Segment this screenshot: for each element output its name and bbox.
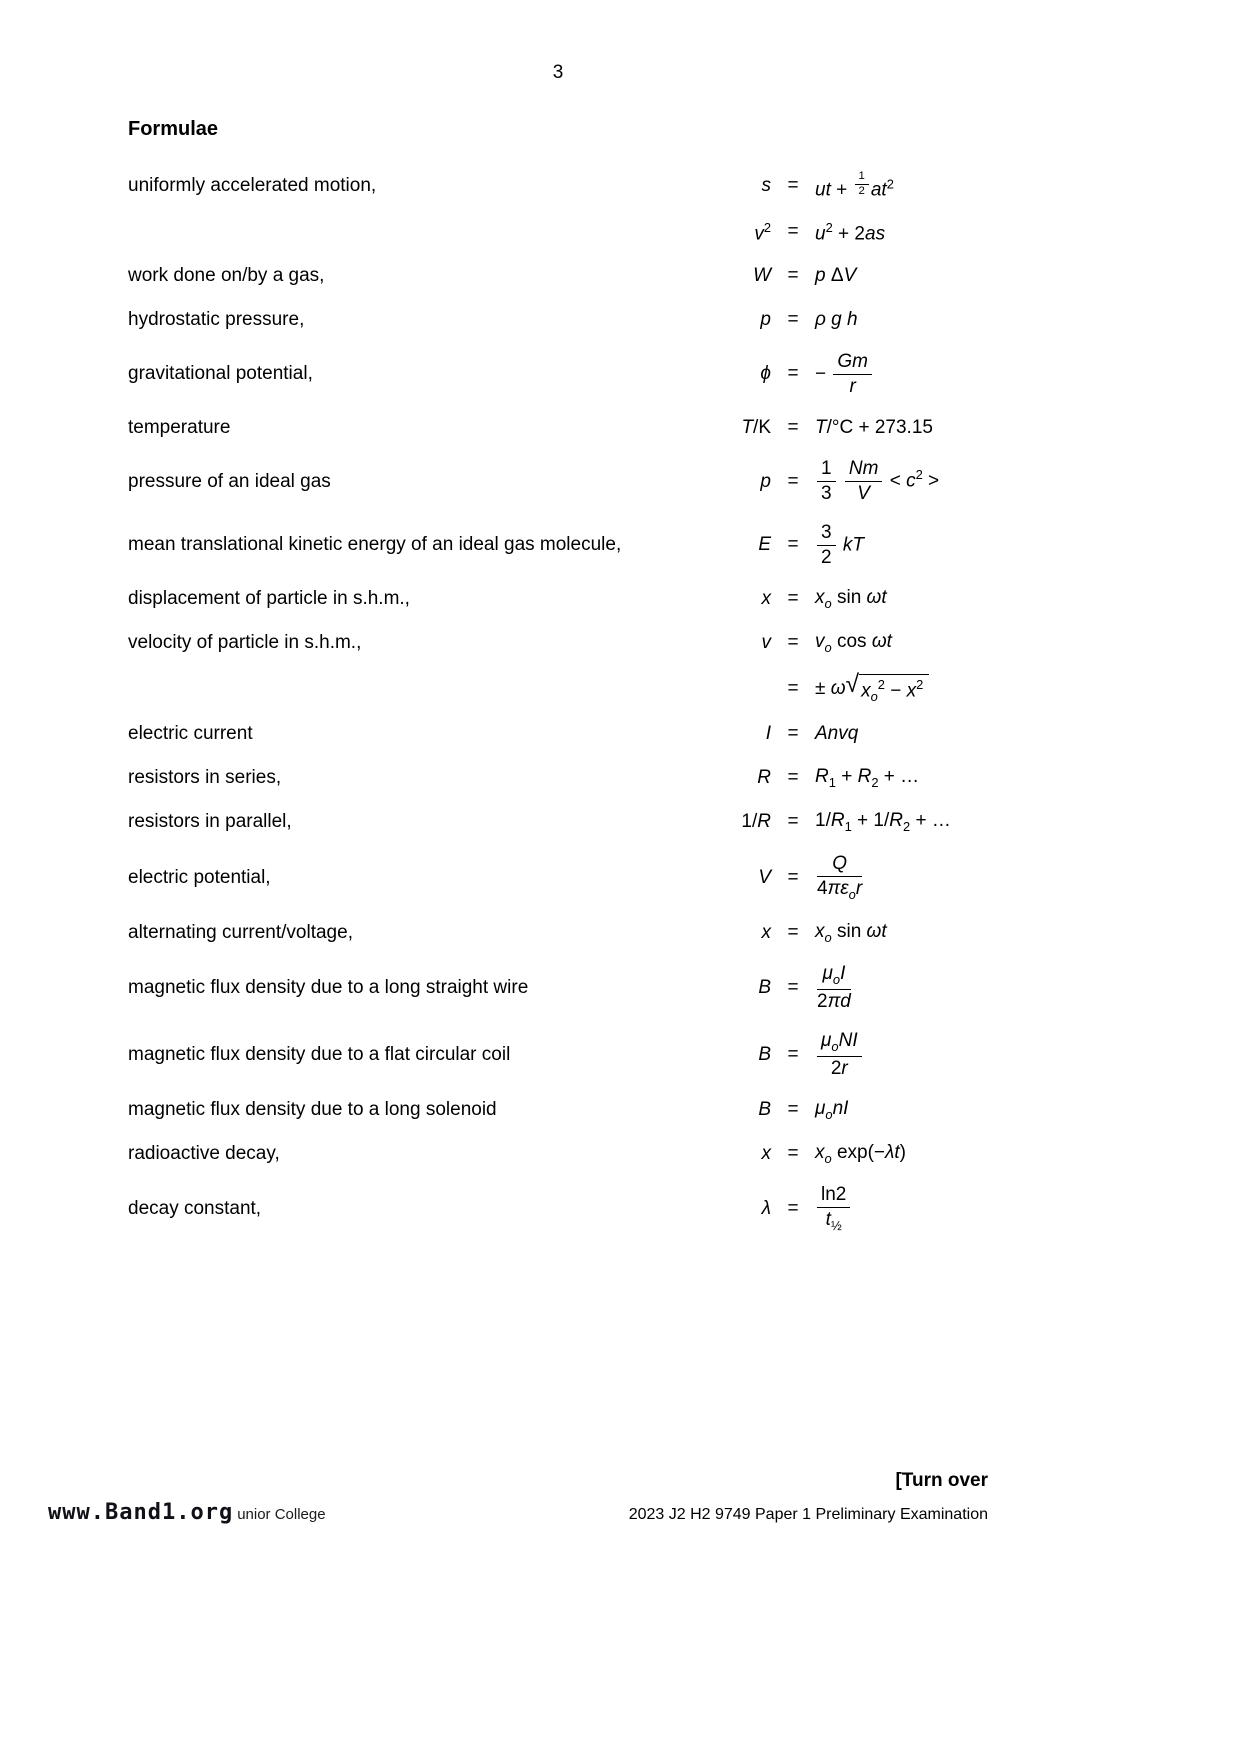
- formula-symbol: [693, 977, 771, 999]
- math-token: B: [758, 1043, 771, 1065]
- formula-row: [128, 853, 988, 903]
- math-token: /K: [753, 416, 771, 438]
- formula-symbol: [693, 1099, 771, 1121]
- formula-row: [128, 765, 988, 792]
- math-token: ½: [830, 1218, 842, 1233]
- radical-sign: √: [845, 670, 860, 698]
- page-number: 3: [552, 62, 564, 83]
- math-token: R: [889, 810, 904, 832]
- math-token: + …: [878, 766, 920, 788]
- turn-over-note: [Turn over: [895, 1470, 988, 1491]
- math-token: V: [758, 866, 771, 888]
- formula-expression: [815, 810, 988, 834]
- math-token: o: [832, 972, 841, 988]
- formula-label: work done on/by a gas,: [128, 265, 325, 287]
- math-token: p: [760, 470, 771, 492]
- formula-label: uniformly accelerated motion,: [128, 175, 377, 197]
- math-token: 2: [858, 184, 865, 197]
- exam-title: 2023 J2 H2 9749 Paper 1 Preliminary Examination: [628, 1506, 988, 1523]
- fraction-numerator: [817, 458, 836, 482]
- math-token: ωt: [866, 920, 887, 942]
- fraction: [815, 853, 864, 903]
- math-token: E: [758, 534, 771, 556]
- formula-row: [128, 414, 988, 441]
- equals-sign: =: [787, 470, 799, 492]
- math-token: o: [870, 688, 878, 704]
- math-token: Anvq: [815, 723, 859, 745]
- math-token: B: [758, 977, 771, 999]
- equals-sign: =: [787, 1098, 799, 1120]
- math-token: x: [815, 1141, 825, 1163]
- formula-label: pressure of an ideal gas: [128, 470, 331, 492]
- math-token: <: [884, 470, 907, 492]
- formula-symbol: [693, 922, 771, 944]
- math-token: V: [857, 483, 870, 505]
- math-token: μ: [821, 1029, 832, 1051]
- formula-label: gravitational potential,: [128, 363, 313, 385]
- formula-symbol: [693, 309, 771, 331]
- formula-label: alternating current/voltage,: [128, 921, 353, 943]
- math-token: λt: [885, 1141, 900, 1163]
- math-token: NI: [838, 1029, 858, 1051]
- square-root: [845, 670, 930, 704]
- math-token: R: [815, 766, 829, 788]
- math-token: πd: [827, 991, 851, 1013]
- formula-label: displacement of particle in s.h.m.,: [128, 588, 410, 610]
- formula-symbol: [693, 363, 771, 385]
- math-token: o: [824, 596, 832, 612]
- math-token: Nm: [848, 458, 879, 480]
- math-token: Q: [832, 852, 847, 874]
- math-token: −: [884, 680, 907, 702]
- math-token: c: [906, 470, 916, 492]
- math-token: R: [830, 810, 845, 832]
- formula-row: [128, 670, 988, 704]
- formula-symbol: [693, 417, 771, 439]
- fraction-denominator: [833, 375, 872, 398]
- equals-sign: =: [787, 588, 799, 610]
- equals-sign: =: [787, 632, 799, 654]
- fraction-numerator: [855, 171, 869, 185]
- math-token: x: [815, 587, 825, 609]
- radicand: [859, 674, 929, 704]
- fraction-denominator: [817, 482, 836, 505]
- formula-symbol: [693, 767, 771, 789]
- math-token: 3: [821, 522, 832, 544]
- math-token: λ: [761, 1198, 771, 1220]
- math-token: W: [753, 265, 771, 287]
- math-token: as: [865, 222, 886, 244]
- formula-symbol: [693, 175, 771, 197]
- math-token: kT: [842, 534, 864, 556]
- math-token: 1: [844, 819, 852, 835]
- math-token: +: [830, 179, 853, 201]
- formula-row: [128, 307, 988, 334]
- math-token: ±: [815, 677, 831, 699]
- math-token: μ: [815, 1097, 826, 1119]
- math-token: v: [761, 632, 771, 654]
- math-token: 1: [828, 775, 836, 791]
- formula-label: hydrostatic pressure,: [128, 309, 305, 331]
- formula-expression: [815, 921, 988, 945]
- formula-symbol: [693, 723, 771, 745]
- math-token: T: [815, 416, 827, 438]
- equals-sign: =: [787, 1198, 799, 1220]
- formula-row: [128, 586, 988, 613]
- formula-symbol: [693, 471, 771, 493]
- math-token: at: [870, 179, 887, 201]
- formula-expression: [815, 1142, 988, 1166]
- fraction: [853, 171, 871, 198]
- formula-expression: [815, 766, 988, 790]
- formula-row: [128, 1096, 988, 1123]
- math-token: 2: [886, 176, 894, 192]
- formula-symbol: [693, 1143, 771, 1165]
- math-token: Gm: [837, 350, 868, 372]
- fraction: [843, 458, 885, 505]
- math-token: 2: [916, 676, 924, 692]
- formula-label: magnetic flux density due to a long solenoid: [128, 1098, 497, 1120]
- college-name: unior College: [237, 1506, 326, 1523]
- math-token: >: [922, 470, 940, 492]
- formula-list: [128, 171, 988, 1234]
- formula-row: [128, 1030, 988, 1080]
- formula-symbol: [693, 811, 771, 833]
- formula-label: resistors in series,: [128, 767, 282, 789]
- formula-expression: [815, 587, 988, 611]
- formula-label: electric current: [128, 723, 253, 745]
- math-token: 3: [821, 483, 832, 505]
- math-token: t: [825, 1209, 831, 1231]
- math-token: T: [741, 416, 754, 438]
- math-token: 2: [877, 676, 885, 692]
- math-token: ϕ: [760, 363, 771, 385]
- formula-row: [128, 351, 988, 398]
- math-token: −: [815, 363, 832, 385]
- formula-label: decay constant,: [128, 1198, 262, 1220]
- formula-expression: [815, 853, 988, 903]
- math-token: ut: [815, 179, 831, 201]
- equals-sign: =: [787, 1142, 799, 1164]
- math-token: u: [815, 222, 826, 244]
- math-token: sin: [831, 920, 867, 942]
- fraction-numerator: [817, 1184, 850, 1208]
- page-content: [128, 62, 988, 1251]
- math-token: 1/: [815, 810, 831, 832]
- math-token: ): [899, 1141, 906, 1163]
- formula-expression: [815, 631, 988, 655]
- formula-expression: [815, 1098, 988, 1122]
- math-token: r: [849, 375, 856, 397]
- math-token: p: [760, 309, 771, 331]
- math-token: + 1/: [851, 810, 890, 832]
- math-token: x: [861, 680, 871, 702]
- math-token: x: [815, 920, 825, 942]
- fraction-denominator: [817, 1057, 862, 1080]
- math-token: x: [761, 921, 771, 943]
- math-token: R: [757, 811, 771, 833]
- fraction-denominator: [817, 990, 851, 1013]
- math-token: r: [855, 877, 863, 899]
- formula-expression: [815, 351, 988, 398]
- page-title: Formulae: [128, 118, 219, 140]
- formula-label: magnetic flux density due to a long straight wire: [128, 977, 529, 999]
- math-token: ωt: [871, 631, 892, 653]
- math-token: o: [824, 1150, 832, 1166]
- equals-sign: =: [787, 1043, 799, 1065]
- equals-sign: =: [787, 534, 799, 556]
- equals-sign: =: [787, 265, 799, 287]
- formula-expression: [815, 309, 988, 331]
- formula-expression: [815, 723, 988, 745]
- math-token: 2: [821, 546, 832, 568]
- formula-label: radioactive decay,: [128, 1142, 280, 1164]
- formula-row: [128, 522, 988, 569]
- formula-expression: [815, 458, 988, 505]
- math-token: 2: [903, 819, 911, 835]
- formula-row: [128, 721, 988, 748]
- math-token: 2: [825, 219, 833, 235]
- fraction-numerator: [817, 522, 836, 546]
- math-token: Δ: [825, 265, 844, 287]
- formula-expression: [815, 220, 988, 245]
- math-token: x: [906, 680, 917, 702]
- equals-sign: =: [787, 921, 799, 943]
- math-token: cos: [831, 631, 872, 653]
- fraction-denominator: [817, 1208, 850, 1234]
- math-token: v: [754, 222, 764, 244]
- math-token: p: [815, 265, 826, 287]
- formula-expression: [815, 265, 988, 287]
- math-token: x: [761, 1142, 771, 1164]
- formula-symbol: [693, 265, 771, 287]
- math-token: +: [835, 766, 858, 788]
- math-token: ω: [830, 677, 846, 699]
- formula-row: [128, 219, 988, 246]
- formula-label: temperature: [128, 416, 231, 438]
- formula-symbol: [693, 867, 771, 889]
- math-token: μ: [822, 963, 833, 985]
- formula-expression: [815, 522, 988, 569]
- formula-symbol: [693, 220, 771, 245]
- watermark-text: www.Band1.org: [48, 1500, 234, 1525]
- formula-row: [128, 1184, 988, 1234]
- fraction-numerator: [817, 963, 851, 990]
- equals-sign: =: [787, 811, 799, 833]
- equals-sign: =: [787, 767, 799, 789]
- equals-sign: =: [787, 363, 799, 385]
- formula-expression: [815, 1184, 988, 1234]
- fraction-numerator: [845, 458, 883, 482]
- formula-label: resistors in parallel,: [128, 811, 292, 833]
- math-token: o: [831, 1038, 839, 1054]
- equals-sign: =: [787, 677, 799, 699]
- page-footer: [48, 1500, 988, 1525]
- math-token: 2: [830, 1057, 842, 1079]
- math-token: x: [761, 588, 771, 610]
- math-token: r: [841, 1057, 848, 1079]
- formula-label: mean translational kinetic energy of an ideal gas molecule,: [128, 534, 622, 556]
- formula-symbol: [693, 588, 771, 610]
- formula-row: [128, 171, 988, 202]
- formula-symbol: [693, 1198, 771, 1220]
- math-token: πε: [827, 877, 849, 899]
- formula-expression: [815, 1030, 988, 1080]
- fraction-denominator: [855, 185, 869, 198]
- math-token: V: [843, 265, 857, 287]
- formula-label: magnetic flux density due to a flat circular coil: [128, 1043, 511, 1065]
- math-token: + 2: [832, 222, 865, 244]
- formula-row: [128, 963, 988, 1013]
- fraction-denominator: [817, 877, 862, 903]
- math-token: 2: [915, 467, 923, 483]
- fraction-denominator: [817, 546, 836, 569]
- formula-symbol: [693, 632, 771, 654]
- equals-sign: =: [787, 175, 799, 197]
- formula-expression: [815, 963, 988, 1013]
- equals-sign: =: [787, 723, 799, 745]
- math-token: ρ g h: [815, 309, 858, 331]
- fraction: [831, 351, 874, 398]
- fraction-numerator: [817, 853, 862, 877]
- math-token: I: [765, 723, 771, 745]
- equals-sign: =: [787, 416, 799, 438]
- formula-symbol: [693, 534, 771, 556]
- math-token: 1: [858, 170, 865, 182]
- formula-symbol: [693, 1044, 771, 1066]
- math-token: ln2: [821, 1184, 847, 1206]
- math-token: nI: [832, 1097, 849, 1119]
- math-token: B: [758, 1098, 771, 1120]
- math-token: o: [825, 1106, 833, 1122]
- formula-expression: [815, 670, 988, 704]
- formula-row: [128, 1140, 988, 1167]
- fraction: [815, 458, 838, 505]
- math-token: + …: [910, 810, 951, 832]
- formula-expression: [815, 417, 988, 439]
- fraction-numerator: [817, 1030, 862, 1057]
- formula-label: velocity of particle in s.h.m.,: [128, 632, 362, 654]
- formula-label: electric potential,: [128, 866, 271, 888]
- math-token: 1/: [741, 811, 758, 833]
- fraction: [815, 963, 853, 1013]
- equals-sign: =: [787, 221, 799, 243]
- formula-row: [128, 919, 988, 946]
- fraction: [815, 1030, 864, 1080]
- formula-expression: [815, 171, 988, 202]
- formula-row: [128, 630, 988, 657]
- math-token: I: [840, 963, 846, 985]
- math-token: sin: [831, 587, 867, 609]
- fraction-numerator: [833, 351, 872, 375]
- math-token: ωt: [866, 587, 887, 609]
- fraction: [815, 522, 838, 569]
- fraction: [815, 1184, 852, 1234]
- math-token: R: [857, 766, 872, 788]
- math-token: 4: [817, 877, 828, 899]
- math-token: v: [815, 631, 825, 653]
- math-token: R: [757, 767, 771, 789]
- fraction-denominator: [845, 482, 883, 505]
- equals-sign: =: [787, 866, 799, 888]
- math-token: exp(−: [831, 1141, 886, 1163]
- math-token: 1: [821, 458, 832, 480]
- math-token: o: [824, 640, 832, 656]
- math-token: /°C + 273.15: [826, 416, 933, 438]
- math-token: 2: [871, 775, 879, 791]
- formula-row: [128, 263, 988, 290]
- equals-sign: =: [787, 309, 799, 331]
- math-token: s: [761, 175, 771, 197]
- math-token: o: [848, 886, 856, 902]
- math-token: o: [824, 929, 832, 945]
- equals-sign: =: [787, 977, 799, 999]
- math-token: 2: [763, 219, 771, 235]
- formula-row: [128, 458, 988, 505]
- formula-row: [128, 809, 988, 836]
- math-token: 2: [817, 991, 828, 1013]
